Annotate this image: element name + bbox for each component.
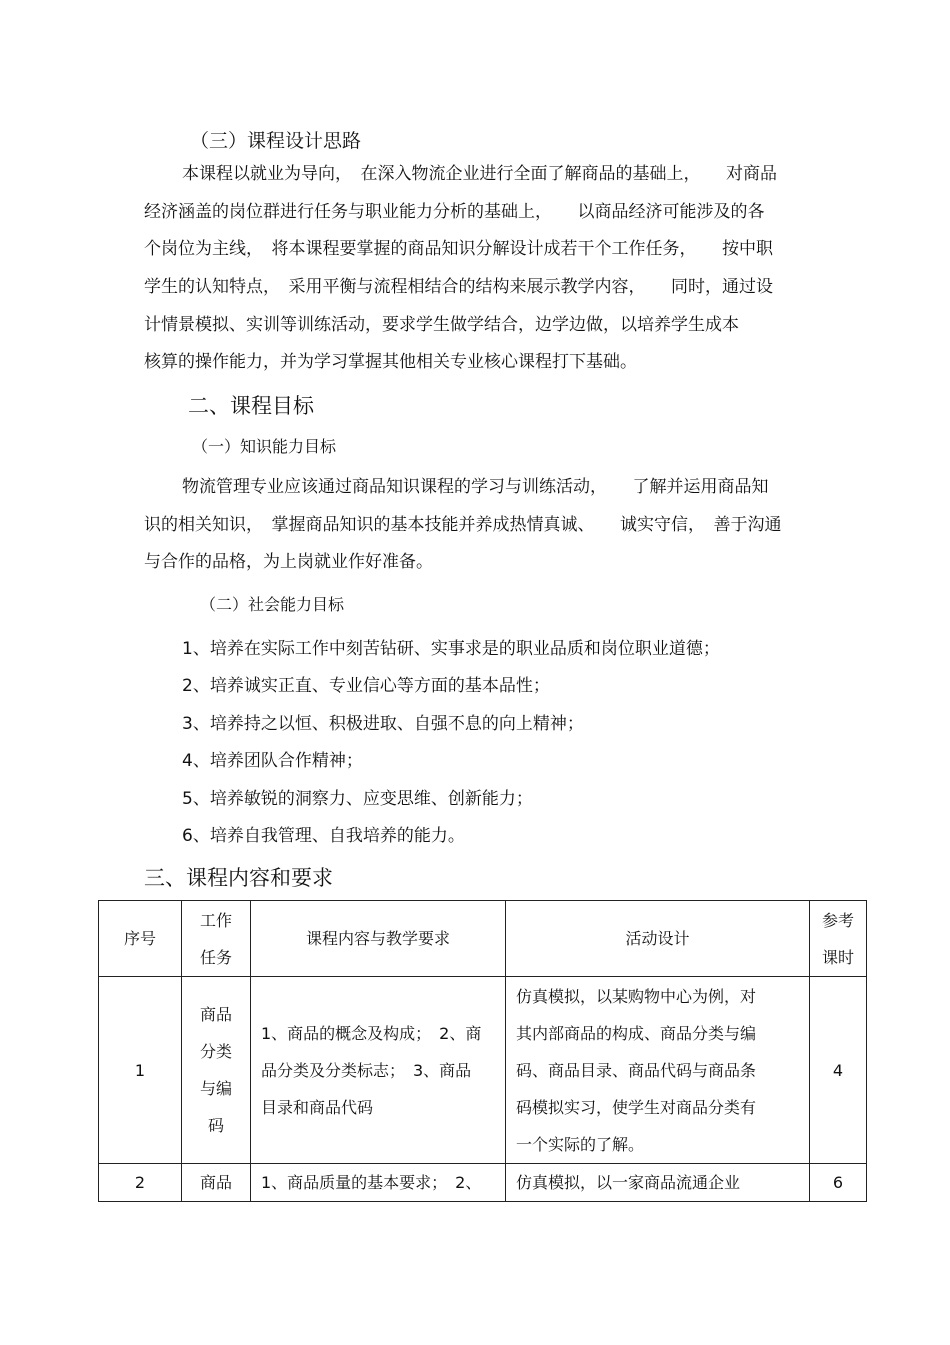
list-item: 1、培养在实际工作中刻苦钻研、实事求是的职业品质和岗位职业道德； xyxy=(182,639,720,659)
paragraph-line: 经济涵盖的岗位群进行任务与职业能力分析的基础上， 以商品经济可能涉及的各 xyxy=(144,202,765,222)
paragraph-line: 计情景模拟、实训等训练活动，要求学生做学结合，边学边做，以培养学生成本 xyxy=(144,315,739,335)
header-hours-line: 参考 xyxy=(821,910,854,930)
list-item: 5、培养敏锐的洞察力、应变思维、创新能力； xyxy=(182,789,533,809)
cell-activity-line: 仿真模拟，以某购物中心为例，对 xyxy=(516,986,757,1006)
cell-activity-line: 一个实际的了解。 xyxy=(516,1134,645,1154)
cell-activity xyxy=(506,977,810,1164)
list-item: 6、培养自我管理、自我培养的能力。 xyxy=(182,826,465,846)
cell-task-line: 码 xyxy=(207,1116,224,1135)
subheading-knowledge: （一）知识能力目标 xyxy=(192,437,337,456)
list-item: 4、培养团队合作精神； xyxy=(182,751,363,771)
cell-content-line: 1、商品的概念及构成； 2、商 xyxy=(261,1023,482,1043)
course-content-table xyxy=(98,900,867,1202)
cell-task-line: 商品 xyxy=(199,1173,232,1192)
section-heading-design: （三）课程设计思路 xyxy=(190,130,362,152)
header-content: 课程内容与教学要求 xyxy=(251,901,506,977)
cell-activity xyxy=(506,1164,810,1202)
paragraph-line: 本课程以就业为导向， 在深入物流企业进行全面了解商品的基础上， 对商品 xyxy=(182,164,777,184)
cell-content-line: 目录和商品代码 xyxy=(261,1097,374,1117)
list-item: 3、培养持之以恒、积极进取、自强不息的向上精神； xyxy=(182,714,584,734)
table-header-row xyxy=(99,901,867,977)
cell-activity-line: 码、商品目录、商品代码与商品条 xyxy=(516,1060,757,1080)
header-task xyxy=(182,901,251,977)
cell-content-line: 品分类及分类标志； 3、商品 xyxy=(261,1060,472,1080)
list-item: 2、培养诚实正直、专业信心等方面的基本品性； xyxy=(182,676,550,696)
paragraph-line: 与合作的品格，为上岗就业作好准备。 xyxy=(144,552,433,572)
cell-hours: 4 xyxy=(810,977,867,1164)
table-row xyxy=(99,977,867,1164)
cell-task-line: 分类 xyxy=(199,1042,232,1061)
section-heading-content: 三、课程内容和要求 xyxy=(144,866,333,890)
paragraph-line: 核算的操作能力，并为学习掌握其他相关专业核心课程打下基础。 xyxy=(144,352,637,372)
cell-index: 2 xyxy=(99,1164,182,1202)
cell-task xyxy=(182,977,251,1164)
cell-task-line: 与编 xyxy=(199,1079,232,1098)
cell-content xyxy=(251,977,506,1164)
cell-hours: 6 xyxy=(810,1164,867,1202)
cell-activity-line: 码模拟实习，使学生对商品分类有 xyxy=(516,1097,757,1117)
header-task-line: 任务 xyxy=(199,947,232,967)
section-heading-objectives: 二、课程目标 xyxy=(188,394,314,418)
cell-task xyxy=(182,1164,251,1202)
cell-task-line: 商品 xyxy=(199,1005,232,1024)
cell-content-line: 1、商品质量的基本要求； 2、 xyxy=(261,1173,482,1192)
header-activity: 活动设计 xyxy=(506,901,810,977)
header-index: 序号 xyxy=(99,901,182,977)
cell-activity-line: 其内部商品的构成、商品分类与编 xyxy=(516,1023,757,1043)
cell-activity-line: 仿真模拟，以一家商品流通企业 xyxy=(516,1173,741,1192)
header-hours-line: 课时 xyxy=(821,947,854,967)
paragraph-line: 物流管理专业应该通过商品知识课程的学习与训练活动， 了解并运用商品知 xyxy=(182,477,769,497)
subheading-social: （二）社会能力目标 xyxy=(200,595,345,614)
cell-content xyxy=(251,1164,506,1202)
header-task-line: 工作 xyxy=(199,910,232,930)
paragraph-line: 学生的认知特点， 采用平衡与流程相结合的结构来展示教学内容， 同时，通过设 xyxy=(144,277,773,297)
table-row xyxy=(99,1164,867,1202)
paragraph-line: 个岗位为主线， 将本课程要掌握的商品知识分解设计成若干个工作任务， 按中职 xyxy=(144,239,773,259)
header-hours xyxy=(810,901,867,977)
cell-index: 1 xyxy=(99,977,182,1164)
paragraph-line: 识的相关知识， 掌握商品知识的基本技能并养成热情真诚、 诚实守信， 善于沟通 xyxy=(144,515,782,535)
